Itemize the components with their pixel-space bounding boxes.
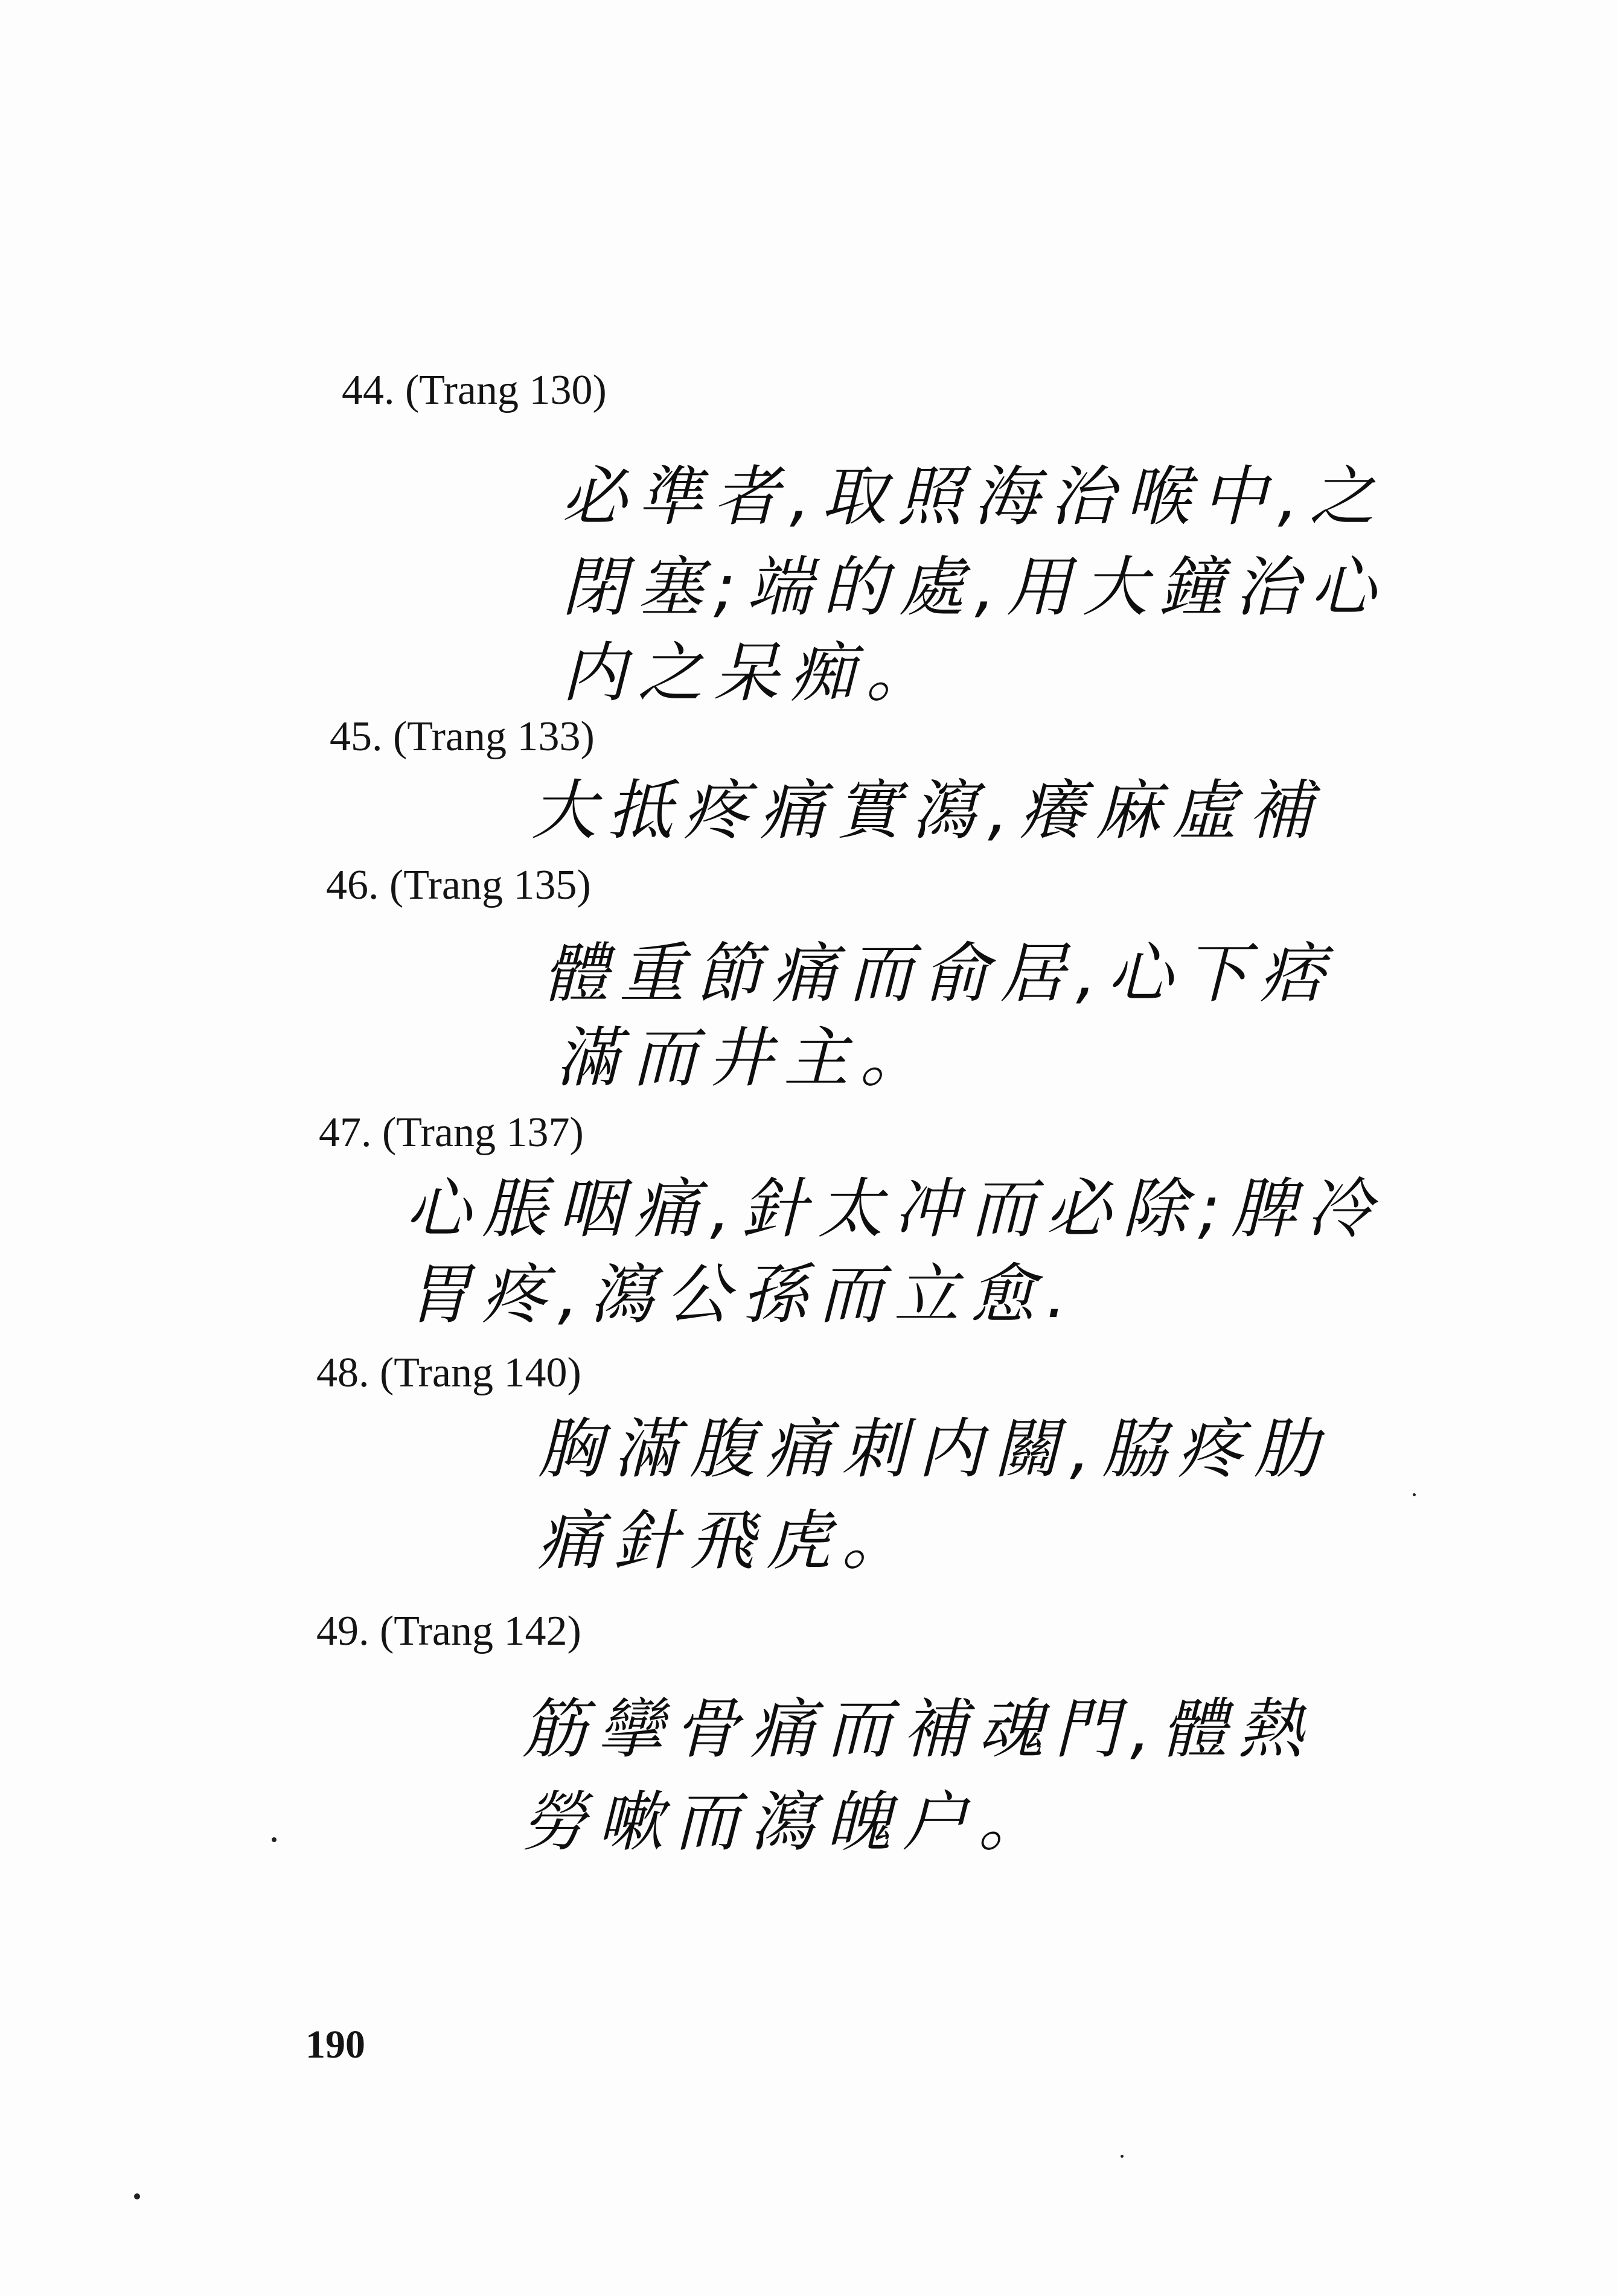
- handwritten-line: 閉塞;端的處,用大鐘治心: [561, 550, 1387, 625]
- handwritten-line: 勞嗽而瀉魄户。: [522, 1785, 1055, 1860]
- page-number: 190: [305, 2023, 365, 2067]
- handwritten-line: 痛針飛虎。: [537, 1504, 918, 1579]
- entry-label-49: 49. (Trang 142): [316, 1608, 581, 1654]
- entry-label-48: 48. (Trang 140): [316, 1350, 581, 1396]
- handwritten-line: 必準者,取照海治喉中,之: [561, 459, 1386, 535]
- entry-label-47: 47. (Trang 137): [319, 1109, 584, 1156]
- handwritten-line: 大抵疼痛實瀉,癢麻虛補: [531, 773, 1324, 849]
- handwritten-line: 心脹咽痛,針太冲而必除;脾冷: [406, 1172, 1383, 1247]
- entry-label-45: 45. (Trang 133): [330, 713, 595, 760]
- entry-label-44: 44. (Trang 130): [342, 367, 607, 413]
- handwritten-line: 内之呆痴。: [561, 636, 942, 711]
- handwritten-line: 胸滿腹痛刺内關,脇疼肋: [537, 1412, 1330, 1487]
- handwritten-line: 胃疼,瀉公孫而立愈.: [406, 1257, 1078, 1333]
- handwritten-line: 滿而井主。: [555, 1021, 936, 1096]
- scan-speck: [134, 2193, 140, 2199]
- scan-speck: [1121, 2155, 1124, 2158]
- handwritten-line: 體重節痛而俞居,心下痞: [543, 936, 1336, 1012]
- scan-speck: [272, 1837, 277, 1842]
- handwritten-line: 筋攣骨痛而補魂門,體熱: [522, 1692, 1314, 1767]
- entry-label-46: 46. (Trang 135): [326, 862, 591, 908]
- scan-speck: [1413, 1493, 1416, 1496]
